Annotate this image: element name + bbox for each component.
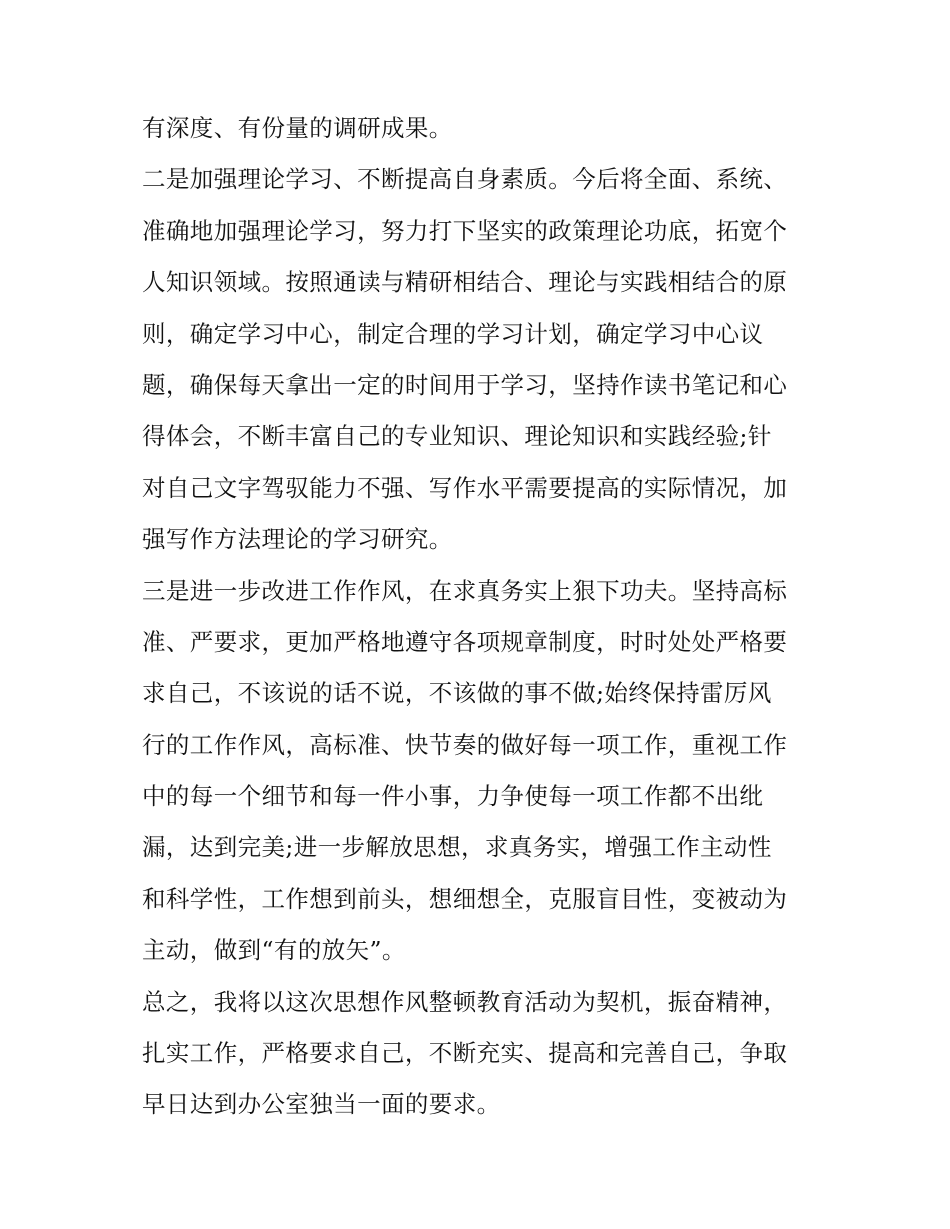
text-line: 准、严要求，更加严格地遵守各项规章制度，时时处处严格要 [142,627,788,656]
text-line: 中的每一个细节和每一件小事，力争使每一项工作都不出纰 [142,782,764,811]
text-line: 对自己文字驾驭能力不强、写作水平需要提高的实际情况，加 [142,473,788,502]
text-line: 主动，做到“有的放矢”。 [142,936,406,965]
text-line: 总之，我将以这次思想作风整顿教育活动为契机，振奋精神， [142,987,788,1016]
text-line: 漏，达到完美;进一步解放思想，求真务实，增强工作主动性 [142,833,772,862]
text-line: 和科学性，工作想到前头，想细想全，克服盲目性，变被动为 [142,884,788,913]
text-line: 则，确定学习中心，制定合理的学习计划，确定学习中心议 [142,319,764,348]
text-line: 人知识领域。按照通读与精研相结合、理论与实践相结合的原 [142,268,788,297]
body-text [142,103,822,1131]
text-line: 有深度、有份量的调研成果。 [142,114,453,142]
text-line: 行的工作作风，高标准、快节奏的做好每一项工作，重视工作 [142,730,788,759]
text-line: 早日达到办公室独当一面的要求。 [142,1090,501,1119]
text-line: 扎实工作，严格要求自己，不断充实、提高和完善自己，争取 [142,1039,788,1068]
text-line: 强写作方法理论的学习研究。 [142,525,453,554]
text-line: 得体会，不断丰富自己的专业知识、理论知识和实践经验;针 [142,422,772,451]
text-line: 题，确保每天拿出一定的时间用于学习，坚持作读书笔记和心 [142,370,788,399]
text-line: 三是进一步改进工作作风，在求真务实上狠下功夫。坚持高标 [142,576,788,605]
text-line: 准确地加强理论学习，努力打下坚实的政策理论功底，拓宽个 [142,216,788,245]
text-line: 二是加强理论学习、不断提高自身素质。今后将全面、系统、 [142,165,788,194]
text-line: 求自己，不该说的话不说，不该做的事不做;始终保持雷厉风 [142,679,772,708]
